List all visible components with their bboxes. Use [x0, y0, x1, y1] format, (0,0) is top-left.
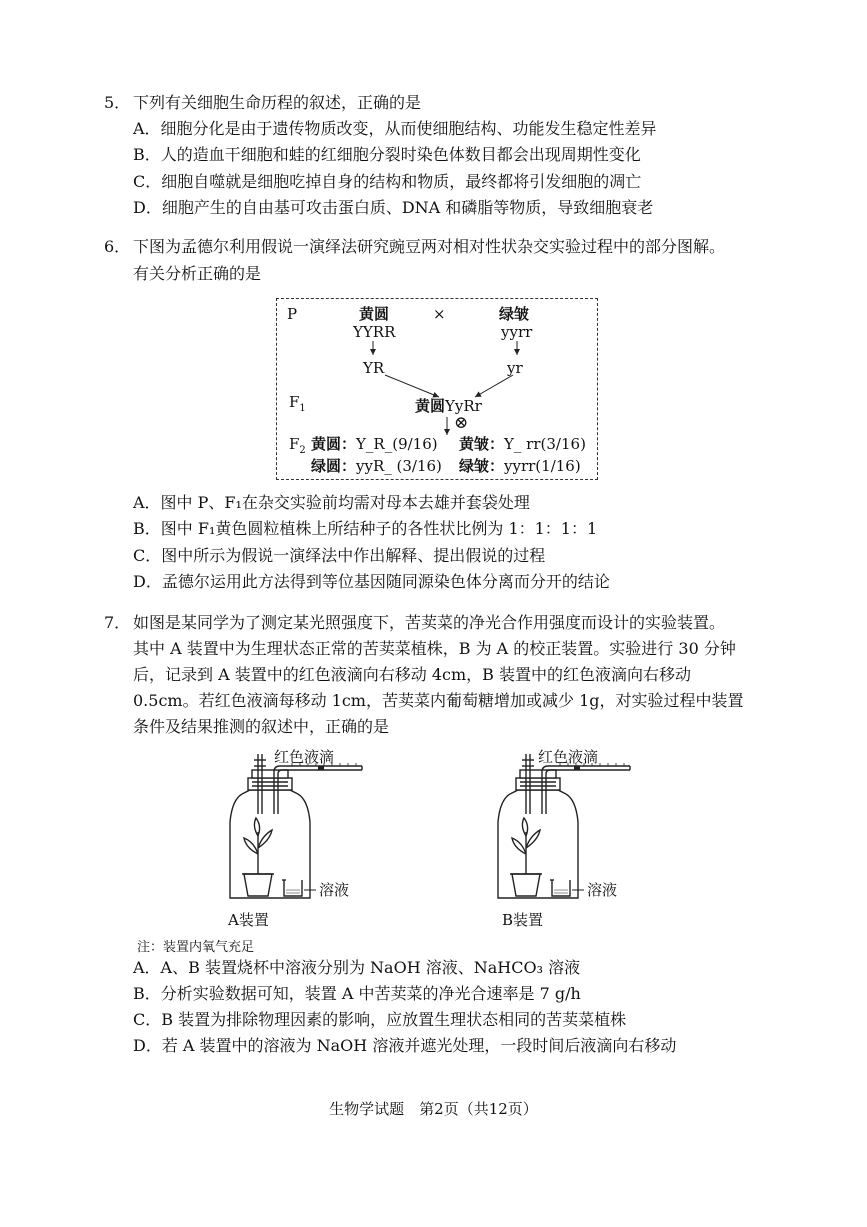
page-footer: 生物学试题 第2页（共12页）: [329, 1100, 538, 1118]
apparatus-a-drawing: [222, 744, 382, 908]
p-generation-label: P: [287, 305, 298, 323]
f1-generation-label: $F_1$: [289, 393, 306, 414]
f2-yellow-round: 黄圆：Y_R_(9/16): [311, 435, 438, 453]
option-b: B．分析实验数据可知，装置 A 中苦荬菜的净光合速率是 7 g/h: [133, 984, 581, 1003]
question-stem-line: 如图是某同学为了测定某光照强度下，苦荬菜的净光合作用强度而设计的实验装置。: [133, 613, 726, 632]
f2-green-round: 绿圆：yyR_ (3/16): [311, 457, 442, 475]
apparatus-a-drop-label: 红色液滴: [274, 748, 335, 766]
question-number: 5．: [104, 93, 131, 112]
option-c: C．B 装置为排除物理因素的影响，应放置生理状态相同的苦荬菜植株: [133, 1010, 627, 1029]
f1-offspring: 黄圆YyRr: [415, 397, 482, 415]
red-droplet: [574, 766, 580, 770]
parent2-phenotype: 绿皱: [499, 305, 530, 323]
option-a: A．图中 P、F₁在杂交实验前均需对母本去雄并套袋处理: [133, 493, 530, 512]
question-stem-line: 后，记录到 A 装置中的红色液滴向右移动 4cm，B 装置中的红色液滴向右移动: [133, 665, 691, 684]
question-number: 7．: [104, 613, 131, 632]
apparatus-b-drawing: [490, 744, 650, 908]
question-stem-line: 其中 A 装置中为生理状态正常的苦荬菜植株，B 为 A 的校正装置。实验进行 30 分钟: [133, 639, 736, 658]
question-stem-line: 下图为孟德尔利用假说一演绎法研究豌豆两对相对性状杂交实验过程中的部分图解。: [133, 237, 726, 256]
option-b: B．人的造血干细胞和蛙的红细胞分裂时染色体数目都会出现周期性变化: [133, 145, 641, 164]
apparatus-a-solution-label: 溶液: [319, 881, 350, 899]
question-stem: 下列有关细胞生命历程的叙述，正确的是: [133, 93, 422, 112]
apparatus-b-solution-label: 溶液: [587, 881, 618, 899]
option-c: C．细胞自噬就是细胞吃掉自身的结构和物质，最终都将引发细胞的凋亡: [133, 172, 642, 191]
option-d: D．细胞产生的自由基可攻击蛋白质、DNA 和磷脂等物质，导致细胞衰老: [133, 198, 654, 217]
parent1-genotype: YYRR: [353, 323, 396, 341]
f2-generation-label: $F_2$: [289, 435, 306, 456]
option-b: B．图中 F₁黄色圆粒植株上所结种子的各性状比例为 1：1：1：1: [133, 519, 598, 538]
apparatus-b-drop-label: 红色液滴: [538, 748, 599, 766]
option-d: D．若 A 装置中的溶液为 NaOH 溶液并遮光处理，一段时间后液滴向右移动: [133, 1036, 677, 1055]
option-a: A．A、B 装置烧杯中溶液分别为 NaOH 溶液、NaHCO₃ 溶液: [133, 958, 581, 977]
option-d: D．孟德尔运用此方法得到等位基因随同源染色体分离而分开的结论: [133, 572, 610, 591]
selfing-symbol: ⊗: [454, 413, 469, 433]
question-stem-line: 0.5cm。若红色液滴每移动 1cm，苦荬菜内葡萄糖增加或减少 1g，对实验过程中装置: [133, 691, 744, 710]
parent1-phenotype: 黄圆: [359, 305, 390, 323]
f2-yellow-wrinkled: 黄皱：Y_ rr(3/16): [459, 435, 586, 453]
apparatus-note: 注：装置内氧气充足: [137, 940, 255, 955]
cross-symbol: ×: [433, 305, 446, 323]
red-droplet: [318, 766, 324, 770]
option-c: C．图中所示为假说一演绎法中作出解释、提出假说的过程: [133, 546, 546, 565]
gamete2: yr: [507, 359, 523, 377]
gamete1: YR: [363, 359, 385, 377]
option-a: A．细胞分化是由于遗传物质改变，从而使细胞结构、功能发生稳定性差异: [133, 119, 657, 138]
question-number: 6．: [104, 237, 131, 256]
parent2-genotype: yyrr: [501, 323, 533, 341]
apparatus-a-name: A装置: [228, 911, 269, 929]
question-stem-line: 有关分析正确的是: [133, 264, 262, 283]
genetics-cross-diagram: [276, 298, 598, 480]
question-stem-line: 条件及结果推测的叙述中，正确的是: [133, 717, 390, 736]
apparatus-b-name: B装置: [502, 911, 544, 929]
f2-green-wrinkled: 绿皱：yyrr(1/16): [459, 457, 581, 475]
